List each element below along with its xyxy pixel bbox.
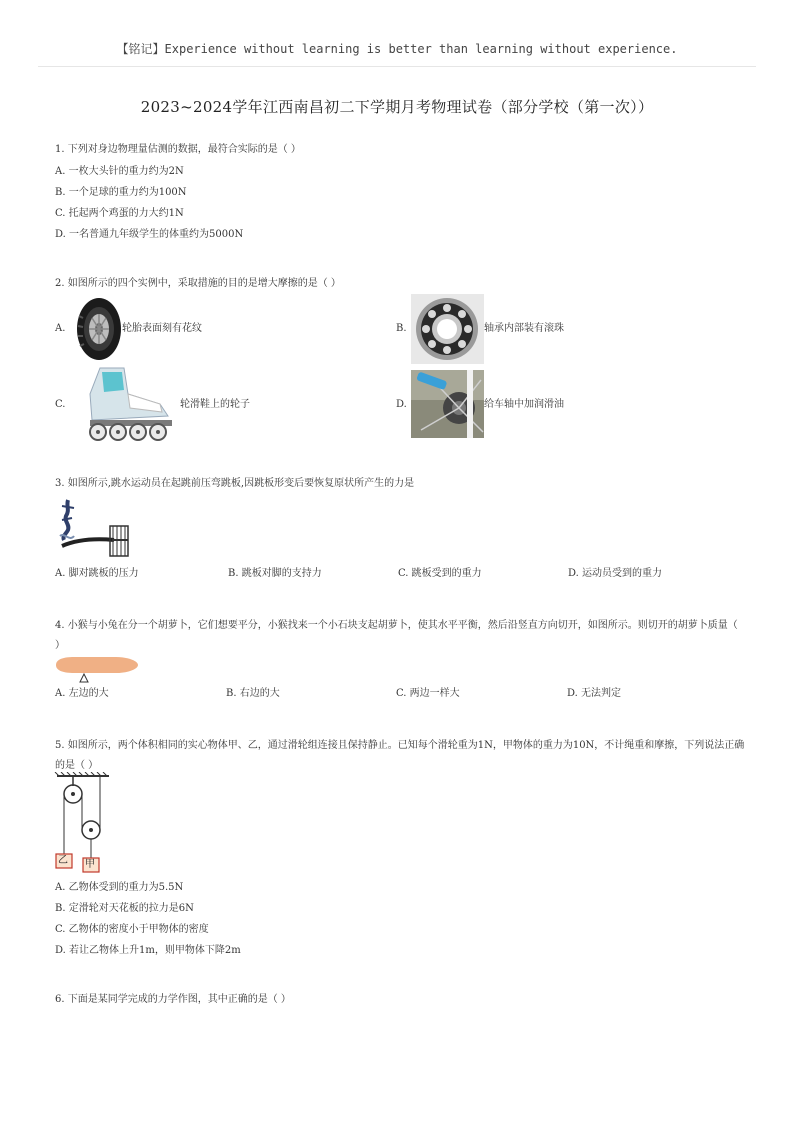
question-2-option-c-caption: 轮滑鞋上的轮子 bbox=[180, 399, 250, 410]
question-1-option-b: B. 一个足球的重力约为100N bbox=[55, 187, 187, 198]
question-6-stem: 6. 下面是某同学完成的力学作图，其中正确的是（ ） bbox=[55, 994, 291, 1005]
header-motto: 【铭记】Experience without learning is better than learning without experience. bbox=[116, 42, 678, 56]
question-4-option-b: B. 右边的大 bbox=[226, 688, 280, 699]
bearing-image bbox=[411, 294, 484, 364]
question-3-option-a: A. 脚对跳板的压力 bbox=[55, 568, 139, 579]
bike-oil-image bbox=[411, 370, 484, 438]
question-2-option-d-letter: D. bbox=[396, 399, 407, 410]
question-2-option-d-caption: 给车轴中加润滑油 bbox=[484, 399, 564, 410]
roller-skate-image bbox=[72, 364, 180, 442]
question-2-option-a-caption: 轮胎表面刻有花纹 bbox=[122, 323, 202, 334]
question-5-option-b: B. 定滑轮对天花板的拉力是6N bbox=[55, 903, 194, 914]
question-4-option-a: A. 左边的大 bbox=[55, 688, 109, 699]
question-1-stem: 1. 下列对身边物理量估测的数据，最符合实际的是（ ） bbox=[55, 144, 301, 155]
object-yi-label: 乙 bbox=[58, 855, 68, 866]
question-1-option-a: A. 一枚大头针的重力约为2N bbox=[55, 166, 184, 177]
question-4-option-d: D. 无法判定 bbox=[567, 688, 622, 699]
question-4-stem: 4. 小猴与小兔在分一个胡萝卜，它们想要平分，小猴找来一个小石块支起胡萝卜，使其水平平衡，然后沿竖直方向切开，如图所示。则切开的胡萝卜质量（ ） bbox=[55, 620, 738, 651]
question-5-option-a: A. 乙物体受到的重力为5.5N bbox=[55, 882, 184, 893]
question-5-option-c: C. 乙物体的密度小于甲物体的密度 bbox=[55, 924, 209, 935]
question-2-option-c-letter: C. bbox=[55, 399, 66, 410]
question-3-stem: 3. 如图所示,跳水运动员在起跳前压弯跳板,因跳板形变后要恢复原状所产生的力是 bbox=[55, 478, 415, 489]
question-2-option-b-caption: 轴承内部装有滚珠 bbox=[484, 323, 564, 334]
question-3-option-c: C. 跳板受到的重力 bbox=[398, 568, 482, 579]
object-jia-label: 甲 bbox=[85, 859, 95, 870]
question-2-option-a-letter: A. bbox=[55, 323, 66, 334]
question-3-option-b: B. 跳板对脚的支持力 bbox=[228, 568, 322, 579]
header-divider bbox=[38, 66, 756, 67]
page-title: 2023~2024学年江西南昌初二下学期月考物理试卷（部分学校（第一次）） bbox=[140, 98, 654, 116]
question-5-stem: 5. 如图所示，两个体积相同的实心物体甲、乙，通过滑轮组连接且保持静止。已知每个滑轮重为1N，甲物体的重力为10N，不计绳重和摩擦，下列说法正确的是（ ） bbox=[55, 740, 745, 771]
question-3-option-d: D. 运动员受到的重力 bbox=[568, 568, 663, 579]
question-1-option-d: D. 一名普通九年级学生的体重约为5000N bbox=[55, 229, 244, 240]
carrot-image bbox=[54, 654, 140, 684]
question-4-option-c: C. 两边一样大 bbox=[396, 688, 460, 699]
question-5-option-d: D. 若让乙物体上升1m，则甲物体下降2m bbox=[55, 945, 241, 956]
question-2-stem: 2. 如图所示的四个实例中，采取措施的目的是增大摩擦的是（ ） bbox=[55, 278, 341, 289]
tire-image bbox=[75, 296, 123, 362]
question-2-option-b-letter: B. bbox=[396, 323, 407, 334]
diving-board-image bbox=[56, 496, 132, 560]
question-1-option-c: C. 托起两个鸡蛋的力大约1N bbox=[55, 208, 184, 219]
